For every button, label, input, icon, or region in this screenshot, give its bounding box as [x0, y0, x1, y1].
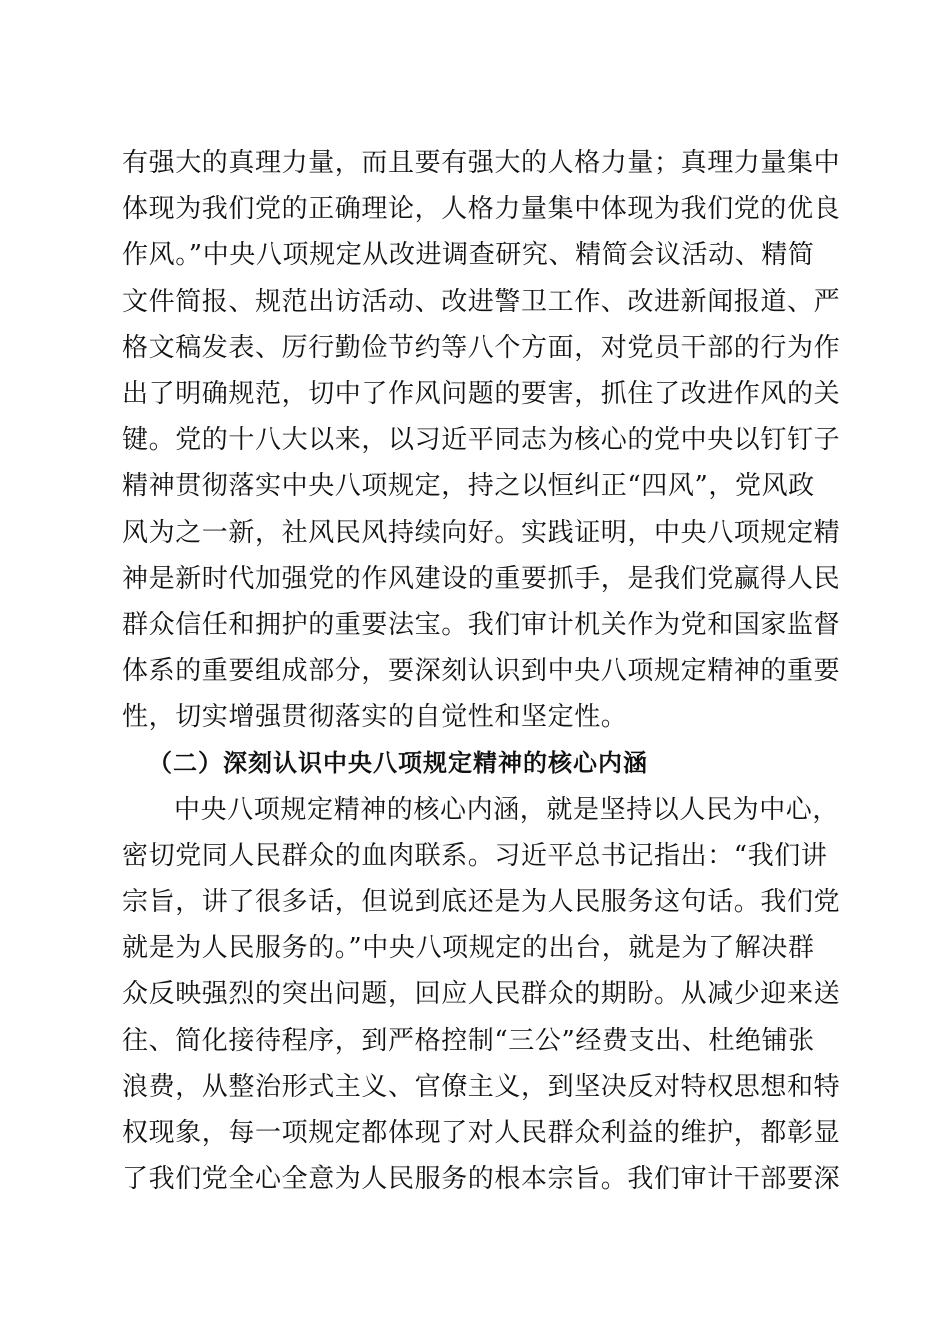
paragraph-line: 体现为我们党的正确理论，人格力量集中体现为我们党的优良 [122, 194, 841, 225]
body-text [122, 140, 841, 1202]
paragraph-line: 作风。”中央八项规定从改进调查研究、精简会议活动、精简 [122, 240, 815, 271]
paragraph-line: 众反映强烈的突出问题，回应人民群众的期盼。从减少迎来送 [122, 979, 841, 1010]
paragraph-line: 中央八项规定精神的核心内涵，就是坚持以人民为中心， [174, 794, 840, 825]
paragraph-line: 权现象，每一项规定都体现了对人民群众利益的维护，都彰显 [122, 1117, 841, 1148]
paragraph-line: 往、简化接待程序，到严格控制“三公”经费支出、杜绝铺张 [122, 1025, 815, 1056]
paragraph-line: 体系的重要组成部分，要深刻认识到中央八项规定精神的重要 [122, 656, 841, 687]
paragraph-line: 性，切实增强贯彻落实的自觉性和坚定性。 [122, 702, 628, 733]
paragraph-line: 文件简报、规范出访活动、改进警卫工作、改进新闻报道、严 [122, 286, 841, 317]
paragraph-line: 宗旨，讲了很多话，但说到底还是为人民服务这句话。我们党 [122, 887, 841, 917]
paragraph-line: 神是新时代加强党的作风建设的重要抓手，是我们党赢得人民 [122, 563, 841, 594]
paragraph-line: 格文稿发表、厉行勤俭节约等八个方面，对党员干部的行为作 [122, 332, 841, 363]
section-heading: （二）深刻认识中央八项规定精神的核心内涵 [148, 749, 648, 778]
paragraph-line: 浪费，从整治形式主义、官僚主义，到坚决反对特权思想和特 [122, 1071, 841, 1102]
paragraph-line: 密切党同人民群众的血肉联系。习近平总书记指出：“我们讲 [122, 840, 828, 871]
paragraph-line: 键。党的十八大以来，以习近平同志为核心的党中央以钉钉子 [122, 425, 841, 456]
paragraph-line: 了我们党全心全意为人民服务的根本宗旨。我们审计干部要深 [122, 1164, 841, 1195]
paragraph-line: 风为之一新，社风民风持续向好。实践证明，中央八项规定精 [122, 517, 841, 548]
paragraph-line: 群众信任和拥护的重要法宝。我们审计机关作为党和国家监督 [122, 609, 841, 640]
paragraph-line: 精神贯彻落实中央八项规定，持之以恒纠正“四风”，党风政 [122, 471, 815, 502]
paragraph-line: 出了明确规范，切中了作风问题的要害，抓住了改进作风的关 [122, 378, 841, 409]
paragraph-line: 就是为人民服务的。”中央八项规定的出台，就是为了解决群 [122, 933, 815, 964]
paragraph-line: 有强大的真理力量，而且要有强大的人格力量；真理力量集中 [122, 148, 841, 178]
